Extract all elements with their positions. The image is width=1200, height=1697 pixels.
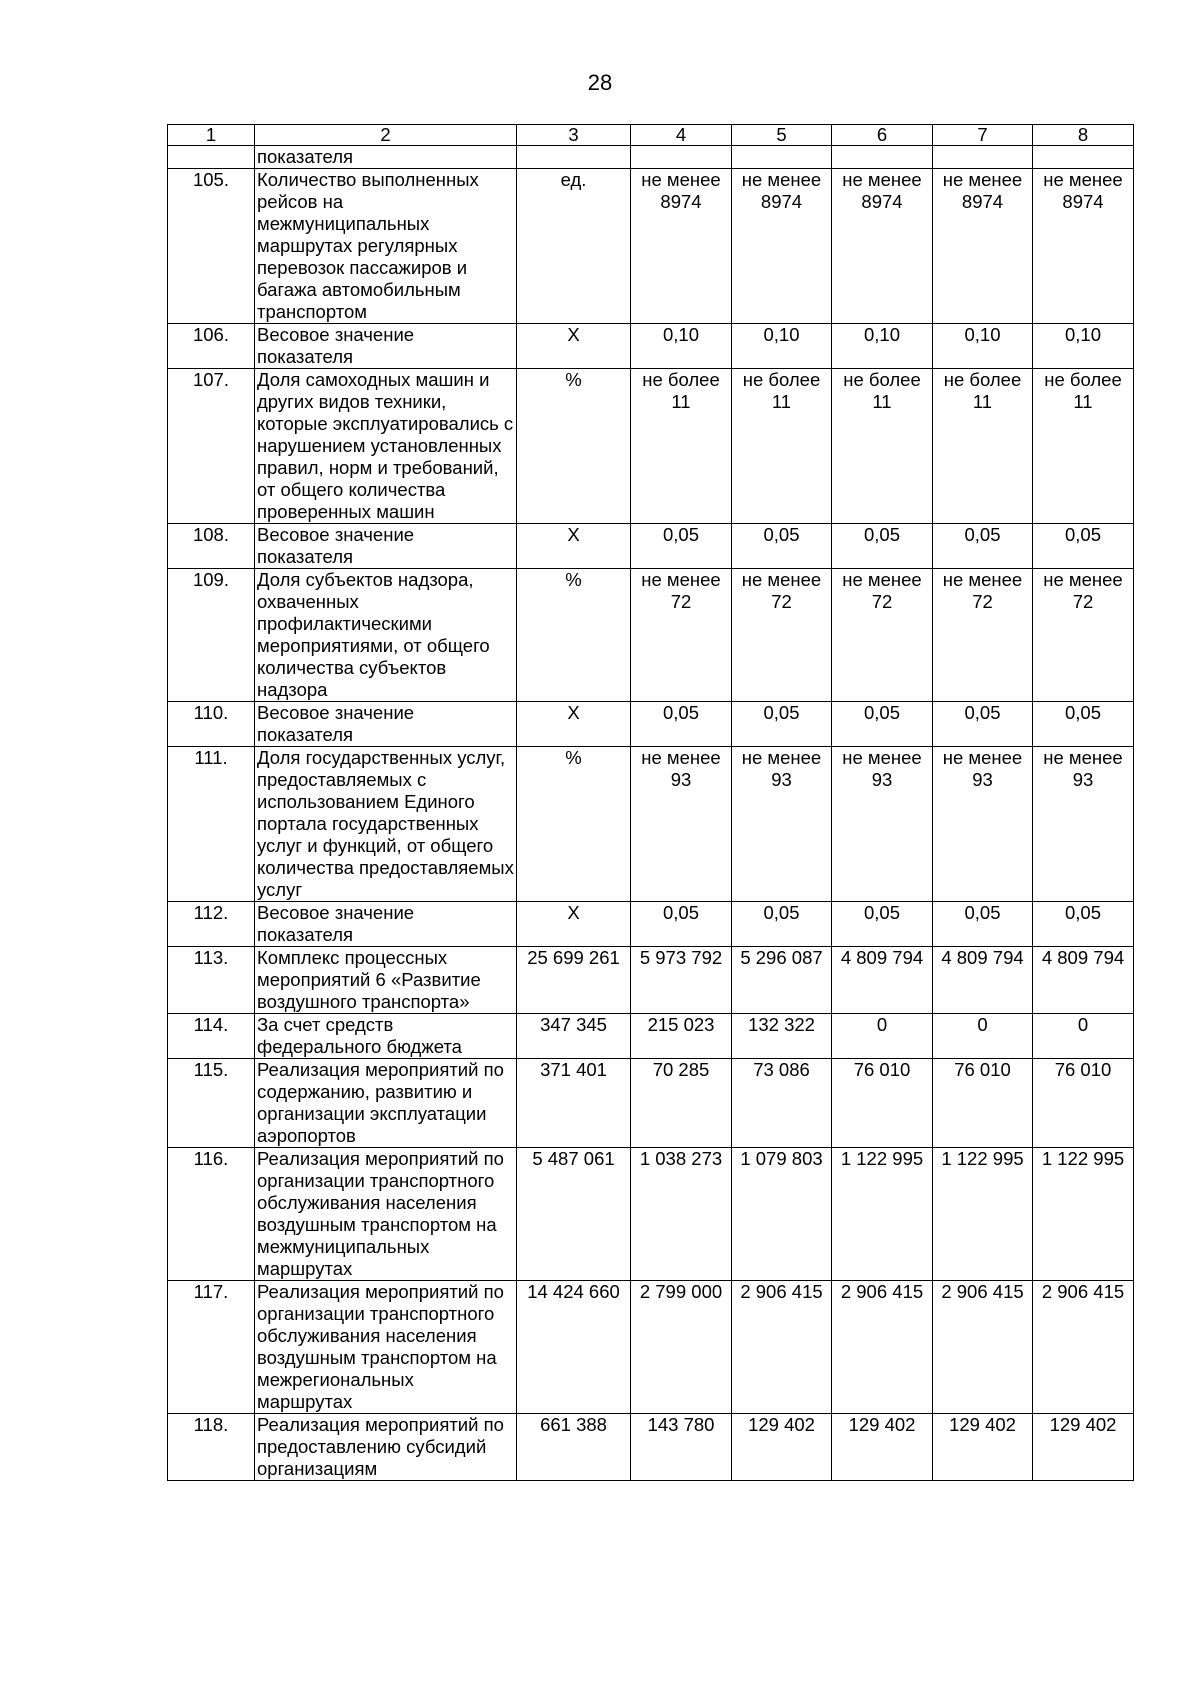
- table-row: [168, 1059, 1134, 1148]
- row-name: Доля государственных услуг, предоставляемых с использованием Единого портала государственных услуг и функций, от общего количества предоставляемых услуг: [255, 747, 517, 902]
- table-row: [168, 947, 1134, 1014]
- row-number: 106.: [168, 324, 255, 369]
- table-row: [168, 1414, 1134, 1481]
- cell-col4: 70 285: [631, 1059, 732, 1148]
- cell-col5: 0,10: [732, 324, 832, 369]
- column-number: 4: [631, 125, 732, 146]
- column-number: 8: [1033, 125, 1134, 146]
- cell-col4: 0,10: [631, 324, 732, 369]
- table-row: [168, 569, 1134, 702]
- column-number: 3: [517, 125, 631, 146]
- cell-col4: 215 023: [631, 1014, 732, 1059]
- cell-col7: не менее 72: [933, 569, 1033, 702]
- page-number: 28: [587, 70, 613, 95]
- cell-col5: 73 086: [732, 1059, 832, 1148]
- cell-col6: 0,05: [832, 702, 933, 747]
- cell-col5: 1 079 803: [732, 1148, 832, 1281]
- cell-col5: не менее 8974: [732, 169, 832, 324]
- cell-col6: 0: [832, 1014, 933, 1059]
- table-row: [168, 369, 1134, 524]
- row-name: Доля самоходных машин и других видов техники, которые эксплуатировались с нарушением установленных правил, норм и требований, от общего количества проверенных машин: [255, 369, 517, 524]
- cell-col4: 0,05: [631, 524, 732, 569]
- row-name: Весовое значение показателя: [255, 902, 517, 947]
- continuation-text: показателя: [255, 146, 517, 169]
- cell-col5: 132 322: [732, 1014, 832, 1059]
- cell-col6: 2 906 415: [832, 1281, 933, 1414]
- cell-col6: не менее 72: [832, 569, 933, 702]
- cell-col7: 4 809 794: [933, 947, 1033, 1014]
- cell-col6: 0,10: [832, 324, 933, 369]
- cell-col3: 5 487 061: [517, 1148, 631, 1281]
- cell-col3: 14 424 660: [517, 1281, 631, 1414]
- row-number: 118.: [168, 1414, 255, 1481]
- continuation-row: [168, 146, 1134, 169]
- cell-col4: 0,05: [631, 902, 732, 947]
- cell-col3: Х: [517, 902, 631, 947]
- cell-col7: не менее 93: [933, 747, 1033, 902]
- table-row: [168, 747, 1134, 902]
- cell-col3: %: [517, 369, 631, 524]
- column-number: 2: [255, 125, 517, 146]
- column-number-row: [168, 125, 1134, 146]
- table-row: [168, 1014, 1134, 1059]
- cell-col3: Х: [517, 324, 631, 369]
- cell-col8: не менее 72: [1033, 569, 1134, 702]
- row-name: Весовое значение показателя: [255, 524, 517, 569]
- row-name: Доля субъектов надзора, охваченных профилактическими мероприятиями, от общего количества субъектов надзора: [255, 569, 517, 702]
- cell-col7: 0,05: [933, 524, 1033, 569]
- cell-col8: 129 402: [1033, 1414, 1134, 1481]
- cell-col6: 1 122 995: [832, 1148, 933, 1281]
- row-name: Комплекс процессных мероприятий 6 «Развитие воздушного транспорта»: [255, 947, 517, 1014]
- cell-col5: 0,05: [732, 702, 832, 747]
- cell-col5: не менее 93: [732, 747, 832, 902]
- row-name: Реализация мероприятий по предоставлению субсидий организациям: [255, 1414, 517, 1481]
- cell-col7: не более 11: [933, 369, 1033, 524]
- cell-col8: не менее 8974: [1033, 169, 1134, 324]
- table-row: [168, 524, 1134, 569]
- cell-col6: не менее 93: [832, 747, 933, 902]
- cell-col3: %: [517, 569, 631, 702]
- cell-col7: 129 402: [933, 1414, 1033, 1481]
- cell-col3: Х: [517, 702, 631, 747]
- cell-col7: 0,10: [933, 324, 1033, 369]
- cell-col7: не менее 8974: [933, 169, 1033, 324]
- column-number: 1: [168, 125, 255, 146]
- row-number: 111.: [168, 747, 255, 902]
- cell-col8: 4 809 794: [1033, 947, 1134, 1014]
- row-name: Весовое значение показателя: [255, 324, 517, 369]
- column-number: 7: [933, 125, 1033, 146]
- row-number: 113.: [168, 947, 255, 1014]
- cell-col5: не более 11: [732, 369, 832, 524]
- cell-col6: не более 11: [832, 369, 933, 524]
- cell-col7: 1 122 995: [933, 1148, 1033, 1281]
- cell-col4: не менее 93: [631, 747, 732, 902]
- row-name: За счет средств федерального бюджета: [255, 1014, 517, 1059]
- cell-col8: 76 010: [1033, 1059, 1134, 1148]
- row-number: 116.: [168, 1148, 255, 1281]
- row-number: 108.: [168, 524, 255, 569]
- table-row: [168, 902, 1134, 947]
- cell-col8: не более 11: [1033, 369, 1134, 524]
- row-name: Весовое значение показателя: [255, 702, 517, 747]
- table-row: [168, 1281, 1134, 1414]
- cell-col8: 0,10: [1033, 324, 1134, 369]
- table-row: [168, 324, 1134, 369]
- cell-col4: 1 038 273: [631, 1148, 732, 1281]
- cell-col5: 0,05: [732, 524, 832, 569]
- cell-col7: 76 010: [933, 1059, 1033, 1148]
- row-number: 112.: [168, 902, 255, 947]
- cell-col6: не менее 8974: [832, 169, 933, 324]
- cell-col8: 0,05: [1033, 702, 1134, 747]
- cell-col5: 5 296 087: [732, 947, 832, 1014]
- cell-col8: 2 906 415: [1033, 1281, 1134, 1414]
- cell-col3: Х: [517, 524, 631, 569]
- cell-col3: 25 699 261: [517, 947, 631, 1014]
- cell-col7: 0,05: [933, 702, 1033, 747]
- cell-col4: 5 973 792: [631, 947, 732, 1014]
- cell-col4: не более 11: [631, 369, 732, 524]
- row-number: 105.: [168, 169, 255, 324]
- cell-col3: 347 345: [517, 1014, 631, 1059]
- row-name: Реализация мероприятий по организации транспортного обслуживания населения воздушным транспортом на межмуниципальных маршрутах: [255, 1148, 517, 1281]
- table-row: [168, 702, 1134, 747]
- column-number: 5: [732, 125, 832, 146]
- row-number: 110.: [168, 702, 255, 747]
- cell-col4: 0,05: [631, 702, 732, 747]
- cell-col6: 0,05: [832, 902, 933, 947]
- row-number: 117.: [168, 1281, 255, 1414]
- cell-col3: 371 401: [517, 1059, 631, 1148]
- cell-col7: 0: [933, 1014, 1033, 1059]
- cell-col6: 76 010: [832, 1059, 933, 1148]
- cell-col8: 0: [1033, 1014, 1134, 1059]
- cell-col5: 2 906 415: [732, 1281, 832, 1414]
- cell-col6: 129 402: [832, 1414, 933, 1481]
- table-row: [168, 1148, 1134, 1281]
- cell-col4: 143 780: [631, 1414, 732, 1481]
- row-name: Реализация мероприятий по содержанию, развитию и организации эксплуатации аэропортов: [255, 1059, 517, 1148]
- cell-col8: 1 122 995: [1033, 1148, 1134, 1281]
- cell-col4: не менее 72: [631, 569, 732, 702]
- cell-col5: не менее 72: [732, 569, 832, 702]
- cell-col5: 0,05: [732, 902, 832, 947]
- cell-col7: 0,05: [933, 902, 1033, 947]
- cell-col3: %: [517, 747, 631, 902]
- cell-col3: ед.: [517, 169, 631, 324]
- row-name: Реализация мероприятий по организации транспортного обслуживания населения воздушным транспортом на межрегиональных маршрутах: [255, 1281, 517, 1414]
- cell-col7: 2 906 415: [933, 1281, 1033, 1414]
- row-number: 109.: [168, 569, 255, 702]
- cell-col5: 129 402: [732, 1414, 832, 1481]
- row-number: 115.: [168, 1059, 255, 1148]
- indicator-table: [167, 124, 1134, 1481]
- row-name: Количество выполненных рейсов на межмуниципальных маршрутах регулярных перевозок пассажиров и багажа автомобильным транспортом: [255, 169, 517, 324]
- cell-col6: 4 809 794: [832, 947, 933, 1014]
- column-number: 6: [832, 125, 933, 146]
- cell-col4: не менее 8974: [631, 169, 732, 324]
- row-number: 107.: [168, 369, 255, 524]
- row-number: 114.: [168, 1014, 255, 1059]
- cell-col6: 0,05: [832, 524, 933, 569]
- cell-col3: 661 388: [517, 1414, 631, 1481]
- cell-col4: 2 799 000: [631, 1281, 732, 1414]
- cell-col8: не менее 93: [1033, 747, 1134, 902]
- table-row: [168, 169, 1134, 324]
- cell-col8: 0,05: [1033, 902, 1134, 947]
- cell-col8: 0,05: [1033, 524, 1134, 569]
